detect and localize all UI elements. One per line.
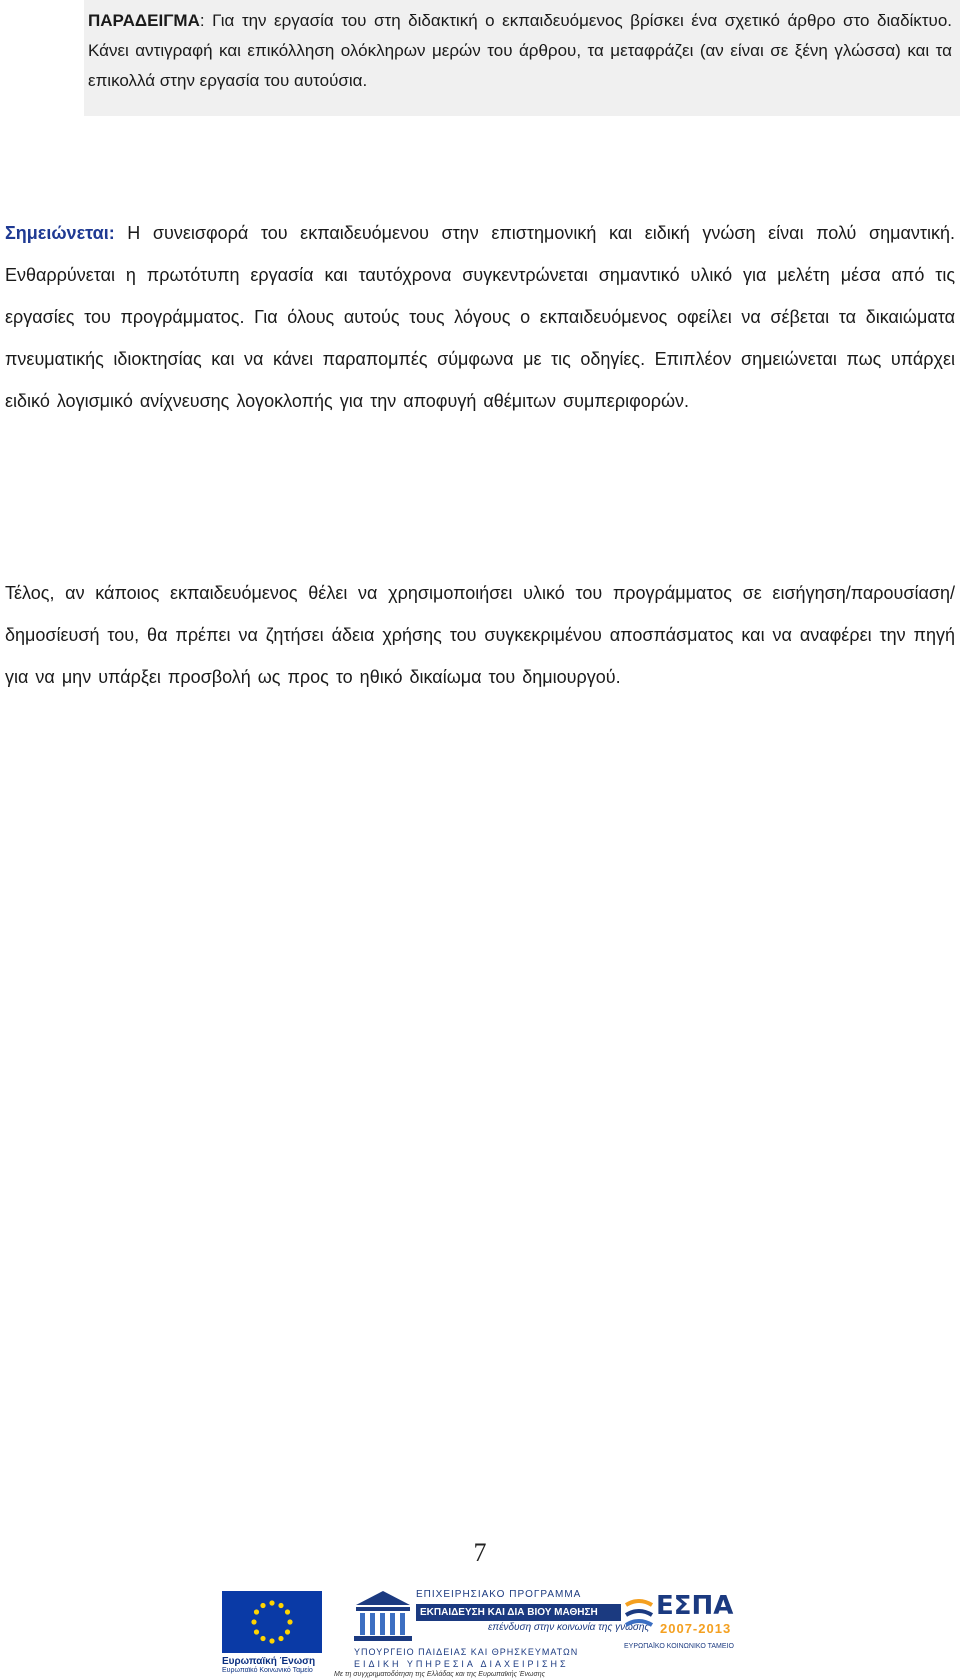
program-slogan: επένδυση στην κοινωνία της γνώσης	[488, 1622, 650, 1633]
parthenon-icon	[352, 1587, 414, 1643]
program-logo	[334, 1585, 650, 1678]
program-banner: ΕΚΠΑΙΔΕΥΣΗ ΚΑΙ ΔΙΑ ΒΙΟΥ ΜΑΘΗΣΗ	[416, 1604, 621, 1621]
cofunding-note: Με τη συγχρηματοδότηση της Ελλάδας και της Ευρωπαϊκής Ένωσης	[334, 1671, 545, 1678]
ministry-name: ΥΠΟΥΡΓΕΙΟ ΠΑΙΔΕΙΑΣ ΚΑΙ ΘΡΗΣΚΕΥΜΑΤΩΝ	[354, 1647, 579, 1657]
espa-title: ΕΣΠΑ	[656, 1591, 734, 1621]
note-label: Σημειώνεται:	[5, 223, 115, 243]
eu-flag-icon	[222, 1591, 322, 1653]
example-box	[84, 0, 960, 116]
espa-fund: ΕΥΡΩΠΑΪΚΟ ΚΟΙΝΩΝΙΚΟ ΤΑΜΕΙΟ	[624, 1643, 734, 1650]
managing-authority: ΕΙΔΙΚΗ ΥΠΗΡΕΣΙΑ ΔΙΑΧΕΙΡΙΣΗΣ	[354, 1659, 569, 1669]
espa-logo	[624, 1591, 754, 1661]
eu-caption: Ευρωπαϊκή Ένωση	[222, 1656, 316, 1667]
note-text: Η συνεισφορά του εκπαιδευόμενου στην επιστημονική και ειδική γνώση είναι πολύ σημαντική. Ενθαρρύνεται η πρωτότυπη εργασία και ταυτόχρονα συγκεντρώνεται σημαντικό υλικό για μελέτη μέσα από τις εργασίες του προγράμματος. Για όλους αυτούς τους λόγους ο εκπαιδευόμενος οφείλει να σέβεται τα δικαιώματα πνευματικής ιδιοκτησίας και να κάνει παραπομπές σύμφωνα με τις οδηγίες. Επιπλέον σημειώνεται πως υπάρχει ειδικό λογισμικό ανίχνευσης λογοκλοπής για την αποφυγή αθέμιτων συμπεριφορών.	[5, 223, 955, 411]
espa-years: 2007-2013	[660, 1621, 732, 1636]
note-paragraph	[5, 212, 955, 422]
eu-logo	[222, 1591, 328, 1674]
example-label: ΠΑΡΑΔΕΙΓΜΑ	[88, 11, 200, 30]
page-number: 7	[473, 1538, 487, 1567]
espa-waves-icon	[624, 1595, 654, 1635]
funding-footer	[0, 1585, 960, 1678]
final-paragraph: Τέλος, αν κάποιος εκπαιδευόμενος θέλει να χρησιμοποιήσει υλικό του προγράμματος σε εισήγηση/παρουσίαση/δημοσίευσή του, θα πρέπει να ζητήσει άδεια χρήσης του συγκεκριμένου αποσπάσματος και να αναφέρει την πηγή για να μην υπάρξει προσβολή ως προς το ηθικό δικαίωμα του δημιουργού.	[5, 583, 955, 687]
eu-subcaption: Ευρωπαϊκό Κοινωνικό Ταμείο	[222, 1667, 313, 1674]
example-text: : Για την εργασία του στη διδακτική ο εκπαιδευόμενος βρίσκει ένα σχετικό άρθρο στο διαδίκτυο. Κάνει αντιγραφή και επικόλληση ολόκληρων μερών του άρθρου, τα μεταφράζει (αν είναι σε ξένη γλώσσα) και τα επικολλά στην εργασία του αυτούσια.	[88, 11, 952, 90]
program-title: ΕΠΙΧΕΙΡΗΣΙΑΚΟ ΠΡΟΓΡΑΜΜΑ	[416, 1589, 582, 1600]
